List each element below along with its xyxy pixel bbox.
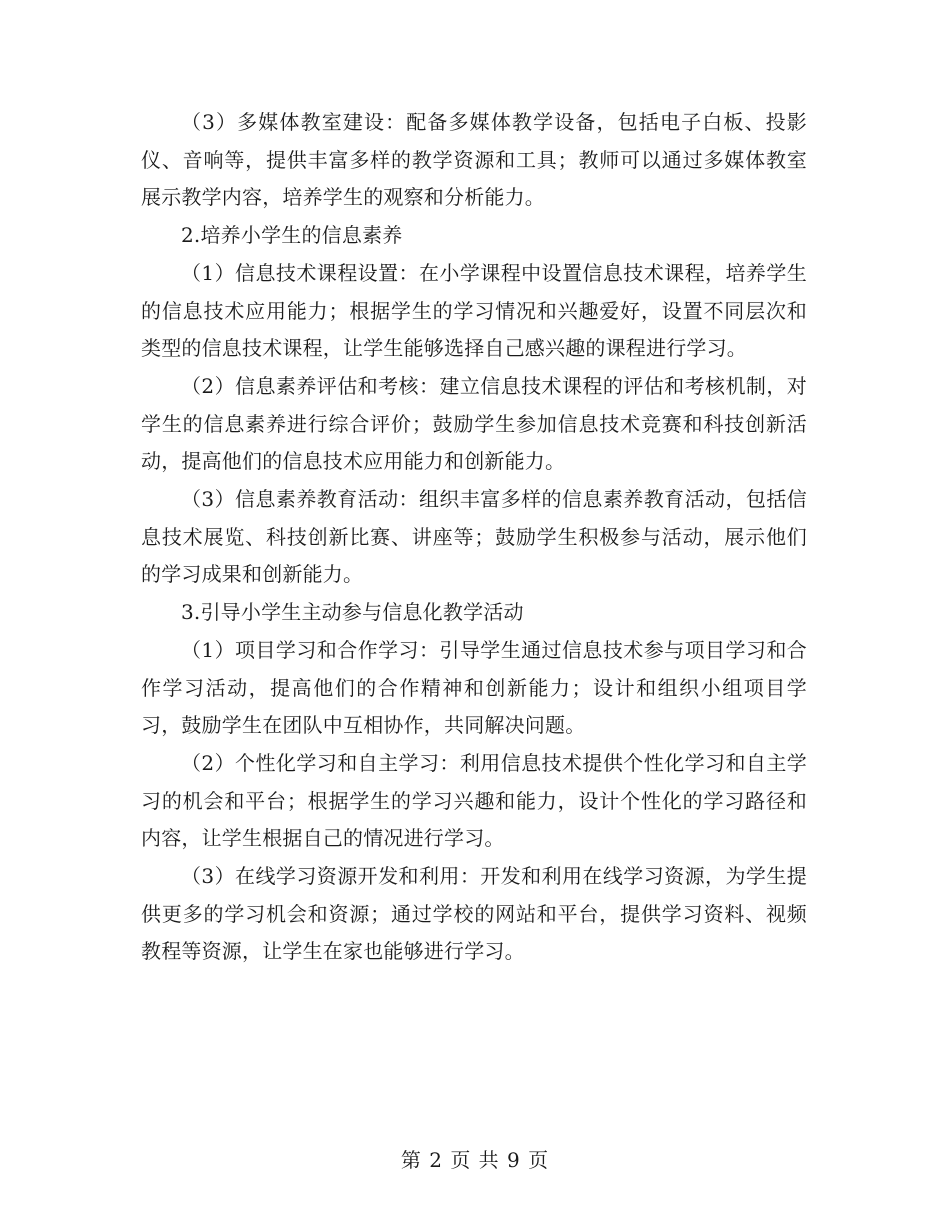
paragraph-online-resources: （3）在线学习资源开发和利用：开发和利用在线学习资源，为学生提供更多的学习机会和资源；通过学校的网站和平台，提供学习资料、视频教程等资源，让学生在家也能够进行学习。 [141, 864, 807, 964]
document-body [141, 104, 807, 971]
paragraph-multimedia-classroom: （3）多媒体教室建设：配备多媒体教学设备，包括电子白板、投影仪、音响等，提供丰富多样的教学资源和工具；教师可以通过多媒体教室展示教学内容，培养学生的观察和分析能力。 [141, 110, 807, 210]
paragraph-literacy-activities: （3）信息素养教育活动：组织丰富多样的信息素养教育活动，包括信息技术展览、科技创新比赛、讲座等；鼓励学生积极参与活动，展示他们的学习成果和创新能力。 [141, 487, 807, 587]
page-number-footer: 第 2 页 共 9 页 [400, 1148, 550, 1172]
section-heading-info-literacy: 2.培养小学生的信息素养 [181, 223, 403, 248]
paragraph-literacy-assessment: （2）信息素养评估和考核：建立信息技术课程的评估和考核机制，对学生的信息素养进行综合评价；鼓励学生参加信息技术竞赛和科技创新活动，提高他们的信息技术应用能力和创新能力。 [141, 373, 807, 474]
paragraph-personalized-learning: （2）个性化学习和自主学习：利用信息技术提供个性化学习和自主学习的机会和平台；根据学生的学习兴趣和能力，设计个性化的学习路径和内容，让学生根据自己的情况进行学习。 [141, 750, 807, 851]
paragraph-project-learning: （1）项目学习和合作学习：引导学生通过信息技术参与项目学习和合作学习活动，提高他们的合作精神和创新能力；设计和组织小组项目学习，鼓励学生在团队中互相协作，共同解决问题。 [141, 637, 807, 738]
paragraph-it-curriculum: （1）信息技术课程设置：在小学课程中设置信息技术课程，培养学生的信息技术应用能力；根据学生的学习情况和兴趣爱好，设置不同层次和类型的信息技术课程，让学生能够选择自己感兴趣的课程进行学习。 [141, 260, 807, 361]
section-heading-active-participation: 3.引导小学生主动参与信息化教学活动 [181, 600, 524, 625]
